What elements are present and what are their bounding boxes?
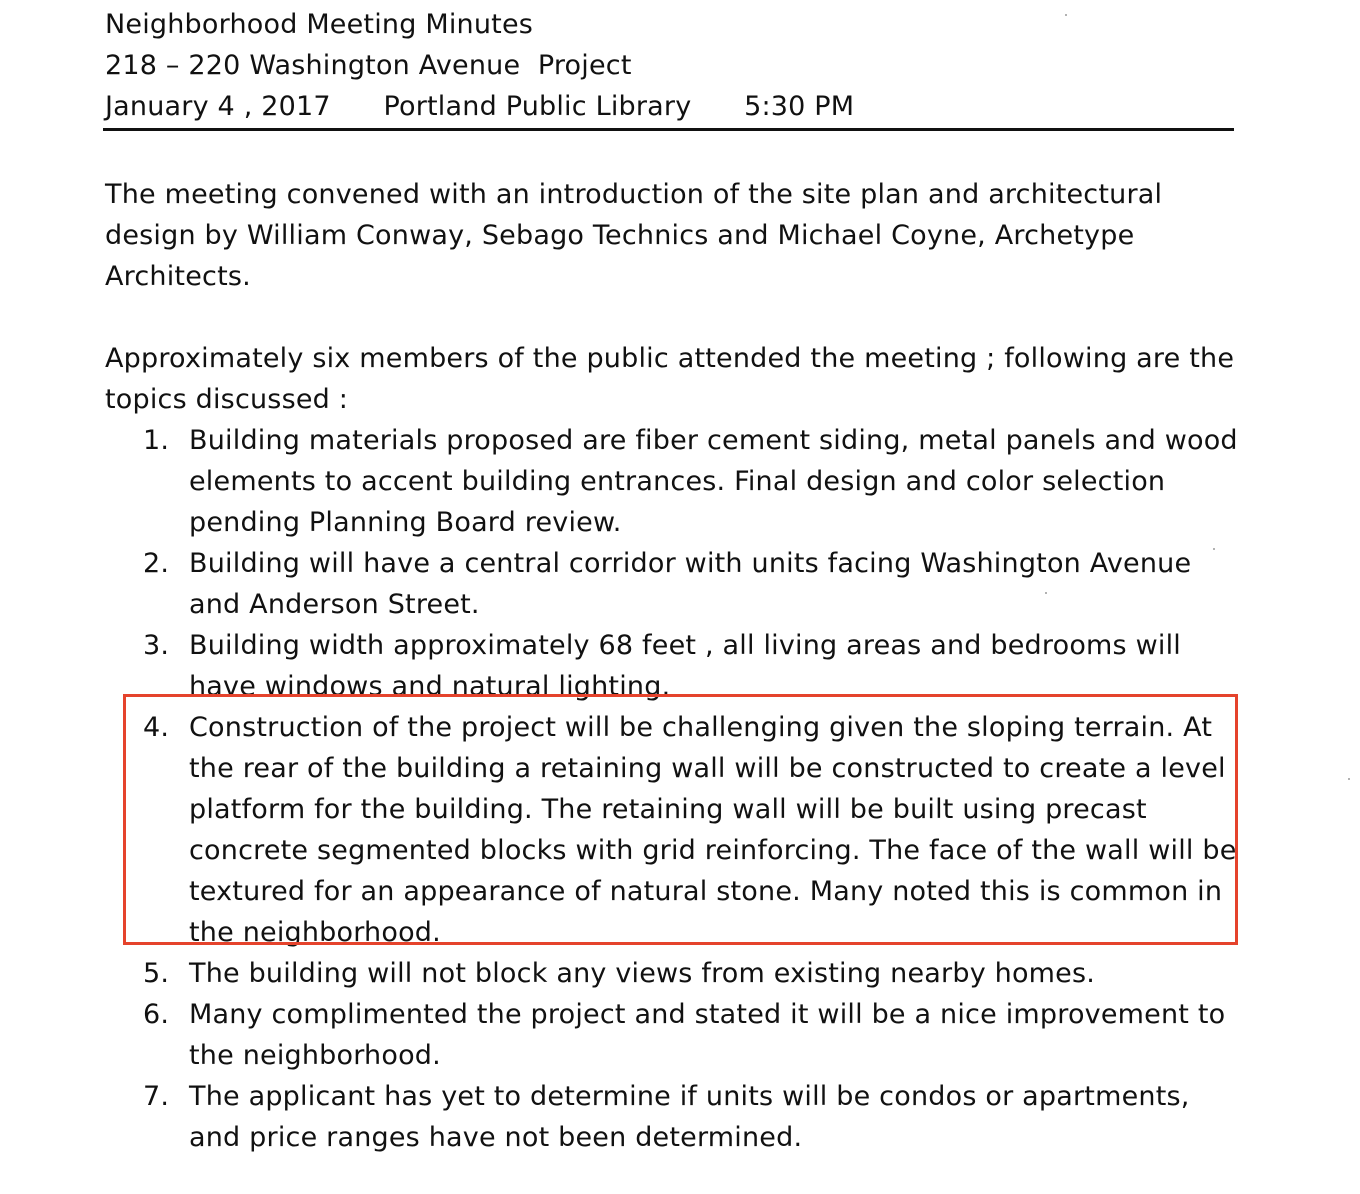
topic-number: 5. [143,958,170,989]
meeting-time: 5:30 PM [744,91,855,122]
project-name: 218 – 220 Washington Avenue Project [105,50,632,81]
topic-number: 7. [143,1081,170,1112]
topic-number: 2. [143,548,170,579]
scan-speck [1065,14,1067,16]
scan-speck [1348,778,1350,780]
topic-text: Many complimented the project and stated it will be a nice improvement to the neighborhood. [189,999,1226,1071]
topic-item-5 [0,953,1360,994]
meeting-date: January 4 , 2017 [105,91,331,122]
topic-item-7 [0,1076,1360,1158]
topic-text: Building width approximately 68 feet , all living areas and bedrooms will have windows and natural lighting. [189,630,1181,702]
meeting-location: Portland Public Library [383,91,692,122]
document-header [105,4,1233,127]
intro-paragraph: The meeting convened with an introduction of the site plan and architectural design by William Conway, Sebago Technics and Michael Coyne, Archetype Architects. [105,179,1163,292]
topic-text: The building will not block any views from existing nearby homes. [189,958,1096,989]
document-title: Neighborhood Meeting Minutes [105,9,534,40]
topic-text: Construction of the project will be challenging given the sloping terrain. At the rear of the building a retaining wall will be constructed to create a level platform for the building. The retaining wall will be built using precast concrete segmented blocks with grid reinforcing. The face of the wall will be textured for an appearance of natural stone. Many noted this is common in the neighborhood. [189,712,1237,948]
meeting-details [105,86,1233,127]
topic-item-3 [0,625,1360,707]
topic-number: 6. [143,999,170,1030]
topic-item-6 [0,994,1360,1076]
topic-item-4 [0,707,1360,953]
header-divider [103,128,1234,131]
scan-speck [1213,548,1215,550]
topic-text: Building will have a central corridor with units facing Washington Avenue and Anderson Street. [189,548,1192,620]
topics-list [0,420,1360,1158]
topic-text: Building materials proposed are fiber cement siding, metal panels and wood elements to accent building entrances. Final design and color selection pending Planning Board review. [189,425,1238,538]
topic-item-2 [0,543,1360,625]
scan-speck [1045,592,1047,594]
topic-number: 4. [143,712,170,743]
topic-text: The applicant has yet to determine if units will be condos or apartments, and price ranges have not been determined. [189,1081,1190,1153]
attendance-paragraph: Approximately six members of the public attended the meeting ; following are the topics discussed : [105,343,1235,415]
topic-number: 1. [143,425,170,456]
topic-item-1 [0,420,1360,543]
topic-number: 3. [143,630,170,661]
